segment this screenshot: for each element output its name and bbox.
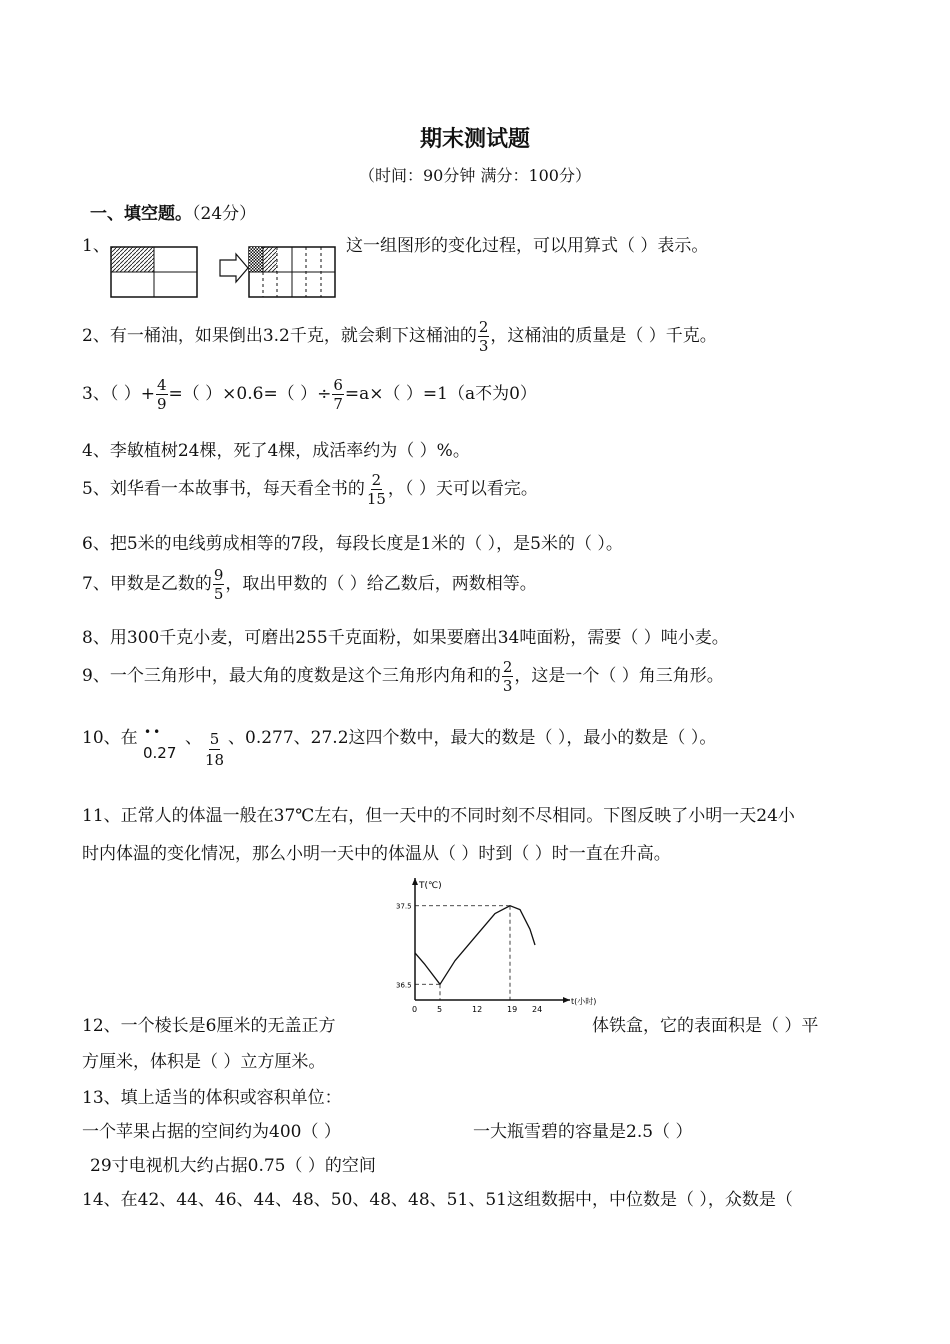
temperature-chart: [395, 870, 597, 1030]
question-10-text: 、0.277、27.2这四个数中，最大的数是（ ），最小的数是（ ）。: [228, 728, 717, 748]
numerator: 5: [209, 730, 220, 748]
question-14: 14、在42、44、46、44、48、50、48、48、51、51这组数据中，中位数是（ ），众数是（: [82, 1190, 793, 1210]
fraction: [213, 566, 225, 603]
question-13-line-1: 13、填上适当的体积或容积单位：: [82, 1088, 342, 1108]
y-tick-label: 37.5: [396, 902, 412, 911]
denominator: 18: [205, 751, 225, 769]
question-7: [82, 566, 537, 603]
denominator: 3: [478, 337, 489, 355]
original-rectangle: [111, 247, 197, 297]
question-13-sprite: 一大瓶雪碧的容量是2.5（ ）: [473, 1122, 693, 1142]
x-tick-label: 0: [412, 1005, 418, 1014]
x-tick-label: 24: [532, 1005, 543, 1014]
question-8: 8、用300千克小麦，可磨出255千克面粉，如果要磨出34吨面粉，需要（ ）吨小麦。: [82, 628, 729, 648]
denominator: 9: [156, 395, 167, 413]
x-tick-label: 5: [437, 1005, 443, 1014]
y-axis-label: T(℃): [419, 881, 442, 891]
question-9-text: 9、一个三角形中，最大角的度数是这个三角形内角和的: [82, 666, 501, 686]
section-title: 一、填空题。: [90, 204, 192, 224]
repeating-dots: ••: [144, 725, 163, 739]
y-axis-arrow: [412, 878, 418, 885]
question-5-answer-text: ，（ ）天可以看完。: [387, 479, 538, 499]
page-title: 期末测试题: [419, 126, 530, 152]
section-heading: [90, 199, 256, 224]
denominator: 15: [366, 490, 386, 508]
question-3: [82, 376, 537, 413]
x-axis-arrow: [563, 997, 570, 1003]
section-points: （24分）: [192, 204, 257, 224]
numerator: 6: [333, 376, 343, 394]
fraction: [478, 318, 490, 355]
fraction: [366, 471, 387, 508]
numerator: 2: [371, 471, 382, 489]
question-1-figure: [108, 244, 343, 300]
question-12-line-1b: 体铁盒，它的表面积是（ ）平: [592, 1016, 819, 1036]
question-6: 6、把5米的电线剪成相等的7段，每段长度是1米的（ ），是5米的（ ）。: [82, 534, 623, 554]
question-2-answer-text: ，这桶油的质量是（ ）千克。: [490, 326, 717, 346]
question-5: [82, 471, 538, 508]
question-13-apple: 一个苹果占据的空间约为400（ ）: [82, 1122, 341, 1142]
numerator: 9: [213, 566, 224, 584]
question-10-prefix: 10、在: [82, 728, 138, 748]
fraction: [332, 376, 344, 413]
question-2-text: 2、有一桶油，如果倒出3.2千克，就会剩下这桶油的: [82, 326, 477, 346]
question-2: [82, 318, 717, 355]
question-13-tv: 29寸电视机大约占据0.75（ ）的空间: [90, 1156, 376, 1176]
separator: 、: [185, 728, 202, 748]
repeating-decimal: 0.27: [143, 744, 177, 762]
question-5-text: 5、刘华看一本故事书，每天看全书的: [82, 479, 365, 499]
temperature-line: [415, 906, 535, 985]
question-7-answer-text: ，取出甲数的（ ）给乙数后，两数相等。: [225, 574, 537, 594]
question-11-line-1: 11、正常人的体温一般在37℃左右，但一天中的不同时刻不尽相同。下图反映了小明一天24小: [82, 806, 795, 826]
fraction: [204, 729, 225, 770]
question-1-number: 1、: [82, 236, 110, 256]
denominator: 3: [502, 677, 513, 695]
question-3-part-2: =（ ）×0.6=（ ）÷: [168, 384, 332, 404]
exam-info: （时间：90分钟 满分：100分）: [359, 166, 591, 185]
y-tick-label: 36.5: [396, 981, 412, 990]
question-3-part-1: 3、（ ）+: [82, 384, 155, 404]
question-11-line-2: 时内体温的变化情况，那么小明一天中的体温从（ ）时到（ ）时一直在升高。: [82, 844, 671, 864]
numerator: 2: [502, 658, 513, 676]
fraction: [502, 658, 514, 695]
question-3-part-3: =a×（ ）=1（a不为0）: [344, 384, 537, 404]
x-tick-label: 19: [507, 1005, 518, 1014]
denominator: 5: [213, 585, 224, 603]
x-axis-label: t(小时): [571, 997, 597, 1006]
arrow-icon: [220, 254, 248, 282]
denominator: 7: [333, 395, 343, 413]
question-12-line-2: 方厘米，体积是（ ）立方厘米。: [82, 1052, 326, 1072]
question-9-answer-text: ，这是一个（ ）角三角形。: [514, 666, 724, 686]
x-tick-label: 12: [472, 1005, 483, 1014]
divided-rectangle: [249, 247, 335, 297]
question-9: [82, 658, 724, 695]
numerator: 4: [156, 376, 167, 394]
question-1-text: 这一组图形的变化过程，可以用算式（ ）表示。: [346, 236, 709, 256]
question-7-text: 7、甲数是乙数的: [82, 574, 212, 594]
question-4: 4、李敏植树24棵，死了4棵，成活率约为（ ）%。: [82, 441, 470, 461]
fraction: [156, 376, 168, 413]
question-10-fraction: [203, 729, 226, 770]
numerator: 2: [478, 318, 489, 336]
question-12-line-1a: 12、一个棱长是6厘米的无盖正方: [82, 1016, 336, 1036]
